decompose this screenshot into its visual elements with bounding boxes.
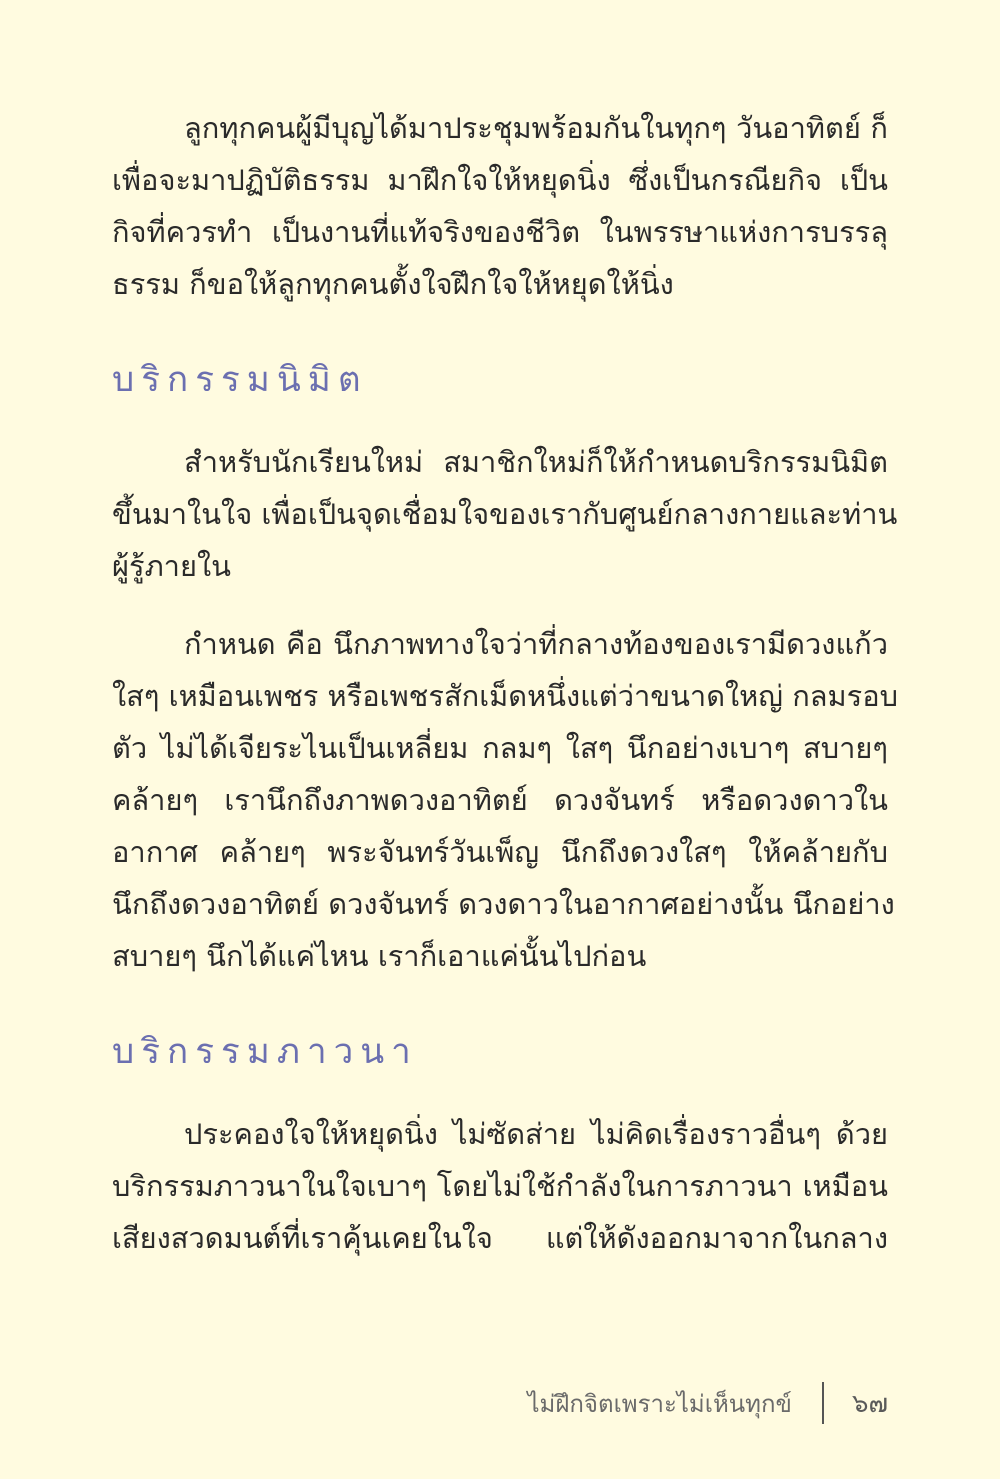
paragraph-line: กำหนด คือ นึกภาพทางใจว่าที่กลางท้องของเรามีดวงแก้ว <box>184 627 888 661</box>
paragraph-line: ใสๆ เหมือนเพชร หรือเพชรสักเม็ดหนึ่งแต่ว่าขนาดใหญ่ กลมรอบ <box>112 679 899 713</box>
paragraph-line: ผู้รู้ภายใน <box>112 549 231 583</box>
paragraph-line: บริกรรมภาวนาในใจเบาๆ โดยไม่ใช้กำลังในการภาวนา เหมือน <box>112 1169 888 1203</box>
paragraph-line: กิจที่ควรทำ เป็นงานที่แท้จริงของชีวิต ในพรรษาแห่งการบรรลุ <box>112 215 888 249</box>
paragraph-line: ตัว ไม่ได้เจียระไนเป็นเหลี่ยม กลมๆ ใสๆ นึกอย่างเบาๆ สบายๆ <box>112 731 888 765</box>
paragraph-line: นึกถึงดวงอาทิตย์ ดวงจันทร์ ดวงดาวในอากาศอย่างนั้น นึกอย่าง <box>112 887 895 921</box>
book-title: ไม่ฝึกจิตเพราะไม่เห็นทุกข์ <box>527 1389 792 1418</box>
paragraph-line: คล้ายๆ เรานึกถึงภาพดวงอาทิตย์ ดวงจันทร์ หรือดวงดาวใน <box>112 783 888 817</box>
paragraph-bhavana <box>112 1108 888 1264</box>
paragraph-intro <box>112 102 888 310</box>
paragraph-line: ประคองใจให้หยุดนิ่ง ไม่ซัดส่าย ไม่คิดเรื่องราวอื่นๆ ด้วย <box>184 1117 888 1151</box>
paragraph-line: เพื่อจะมาปฏิบัติธรรม มาฝึกใจให้หยุดนิ่ง ซึ่งเป็นกรณียกิจ เป็น <box>112 163 888 197</box>
paragraph-line: ขึ้นมาในใจ เพื่อเป็นจุดเชื่อมใจของเรากับศูนย์กลางกายและท่าน <box>112 497 898 531</box>
paragraph-line: เสียงสวดมนต์ที่เราคุ้นเคยในใจ แต่ให้ดังออกมาจากในกลาง <box>112 1221 888 1255</box>
footer-divider <box>822 1382 824 1424</box>
page-number: ๖๗ <box>851 1388 888 1419</box>
paragraph-line: ธรรม ก็ขอให้ลูกทุกคนตั้งใจฝึกใจให้หยุดให้นิ่ง <box>112 267 674 301</box>
paragraph-line: สบายๆ นึกได้แค่ไหน เราก็เอาแค่นั้นไปก่อน <box>112 939 647 973</box>
paragraph-nimit-detail <box>112 618 899 982</box>
section-heading-bhavana: บริกรรมภาวนา <box>112 1032 418 1072</box>
paragraph-line: ลูกทุกคนผู้มีบุญได้มาประชุมพร้อมกันในทุกๆ วันอาทิตย์ ก็ <box>184 111 888 145</box>
paragraph-line: สำหรับนักเรียนใหม่ สมาชิกใหม่ก็ให้กำหนดบริกรรมนิมิต <box>184 445 888 479</box>
paragraph-nimit-intro <box>112 436 898 592</box>
section-heading-nimit: บริกรรมนิมิต <box>112 360 368 400</box>
paragraph-line: อากาศ คล้ายๆ พระจันทร์วันเพ็ญ นึกถึงดวงใสๆ ให้คล้ายกับ <box>112 835 888 869</box>
page-footer <box>527 1380 888 1426</box>
